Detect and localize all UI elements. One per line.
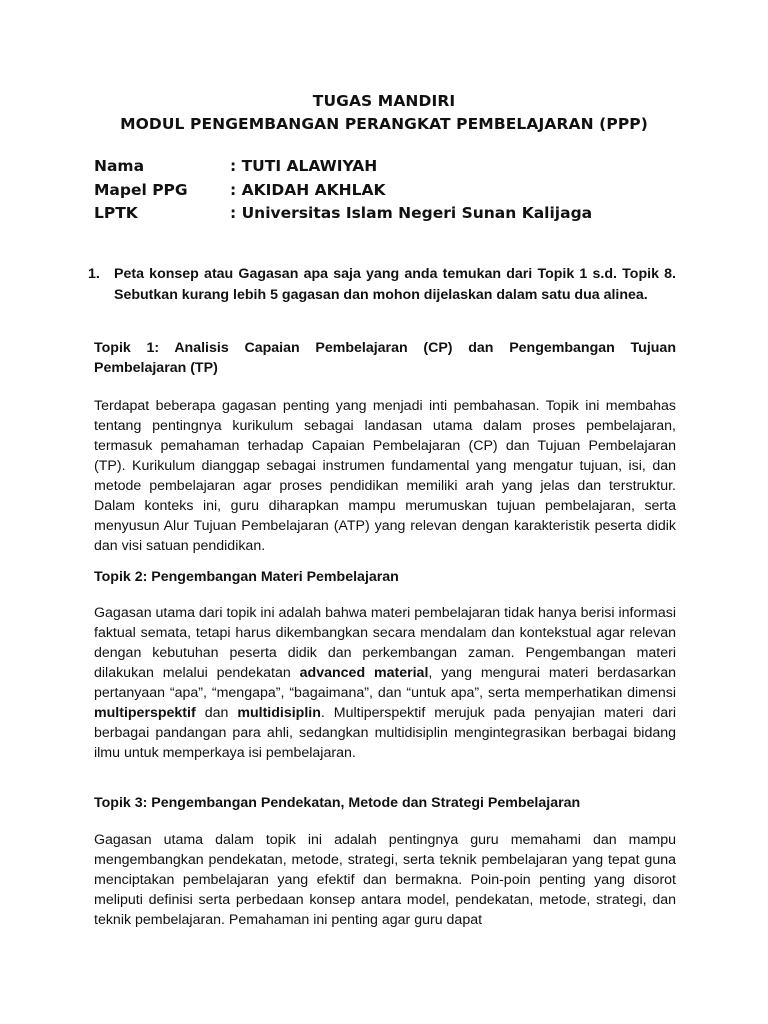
identity-value: : Universitas Islam Negeri Sunan Kalijaga	[230, 204, 593, 222]
topic-2-text-3: dan	[204, 705, 229, 721]
identity-row-nama	[94, 155, 592, 179]
identity-block	[94, 155, 592, 226]
topic-2-text-2: , yang mengurai materi berdasarkan pertanyaan “apa”, “mengapa”, “bagaimana”, dan “untuk apa”, serta memperhatikan dimensi	[94, 665, 676, 701]
identity-label: Nama	[94, 157, 145, 175]
identity-value: : TUTI ALAWIYAH	[230, 157, 378, 175]
question-text: Peta konsep atau Gagasan apa saja yang anda temukan dari Topik 1 s.d. Topik 8. Sebutkan kurang lebih 5 gagasan dan mohon dijelaskan dalam satu dua alinea.	[114, 266, 676, 303]
question-item	[88, 264, 676, 306]
topic-3-heading: Topik 3: Pengembangan Pendekatan, Metode dan Strategi Pembelajaran	[94, 795, 581, 811]
topic-1-heading: Topik 1: Analisis Capaian Pembelajaran (CP) dan Pengembangan Tujuan Pembelajaran (TP)	[94, 340, 676, 376]
identity-row-lptk	[94, 202, 592, 226]
term-advanced-material: advanced material	[299, 665, 429, 681]
topic-1-paragraph: Terdapat beberapa gagasan penting yang menjadi inti pembahasan. Topik ini membahas tentang pentingnya kurikulum sebagai landasan utama dalam proses pembelajaran, termasuk pemahaman terhadap Capaian Pembelajaran (CP) dan Tujuan Pembelajaran (TP). Kurikulum dianggap sebagai instrumen fundamental yang mengatur tujuan, isi, dan metode pembelajaran agar proses pendidikan memiliki arah yang jelas dan terstruktur. Dalam konteks ini, guru diharapkan mampu merumuskan tujuan pembelajaran, serta menyusun Alur Tujuan Pembelajaran (ATP) yang relevan dengan karakteristik peserta didik dan visi satuan pendidikan.	[94, 398, 676, 554]
identity-row-mapel	[94, 179, 592, 203]
topic-3-paragraph: Gagasan utama dalam topik ini adalah pentingnya guru memahami dan mampu mengembangkan pendekatan, metode, strategi, serta teknik pembelajaran yang tepat guna menciptakan pembelajaran yang efektif dan bermakna. Poin-poin penting yang disorot meliputi definisi serta perbedaan konsep antara model, pendekatan, metode, strategi, dan teknik pembelajaran. Pemahaman ini penting agar guru dapat	[94, 832, 676, 928]
term-multiperspektif: multiperspektif	[94, 705, 196, 721]
topic-2-paragraph	[94, 603, 676, 763]
document-subtitle: MODUL PENGEMBANGAN PERANGKAT PEMBELAJARAN (PPP)	[120, 115, 648, 133]
topic-2-text-1: Gagasan utama dari topik ini adalah bahwa materi pembelajaran tidak hanya berisi informasi faktual semata, tetapi harus dikembangkan secara mendalam dan kontekstual agar relevan dengan kebutuhan peserta didik dan perkembangan zaman. Pengembangan materi dilakukan melalui pendekatan	[94, 605, 677, 681]
identity-label: Mapel PPG	[94, 180, 188, 199]
question-number: 1.	[88, 266, 100, 282]
topic-2-heading: Topik 2: Pengembangan Materi Pembelajaran	[94, 569, 399, 585]
identity-label: LPTK	[94, 204, 138, 222]
identity-value: : AKIDAH AKHLAK	[230, 180, 386, 199]
term-multidisiplin: multidisiplin	[237, 705, 321, 721]
topic-2-text-4: . Multiperspektif merujuk pada penyajian materi dari berbagai pandangan para ahli, sedangkan multidisiplin mengintegrasikan berbagai bidang ilmu untuk memperkaya isi pembelajaran.	[94, 705, 676, 761]
document-header	[0, 90, 768, 136]
document-title: TUGAS MANDIRI	[312, 92, 456, 110]
